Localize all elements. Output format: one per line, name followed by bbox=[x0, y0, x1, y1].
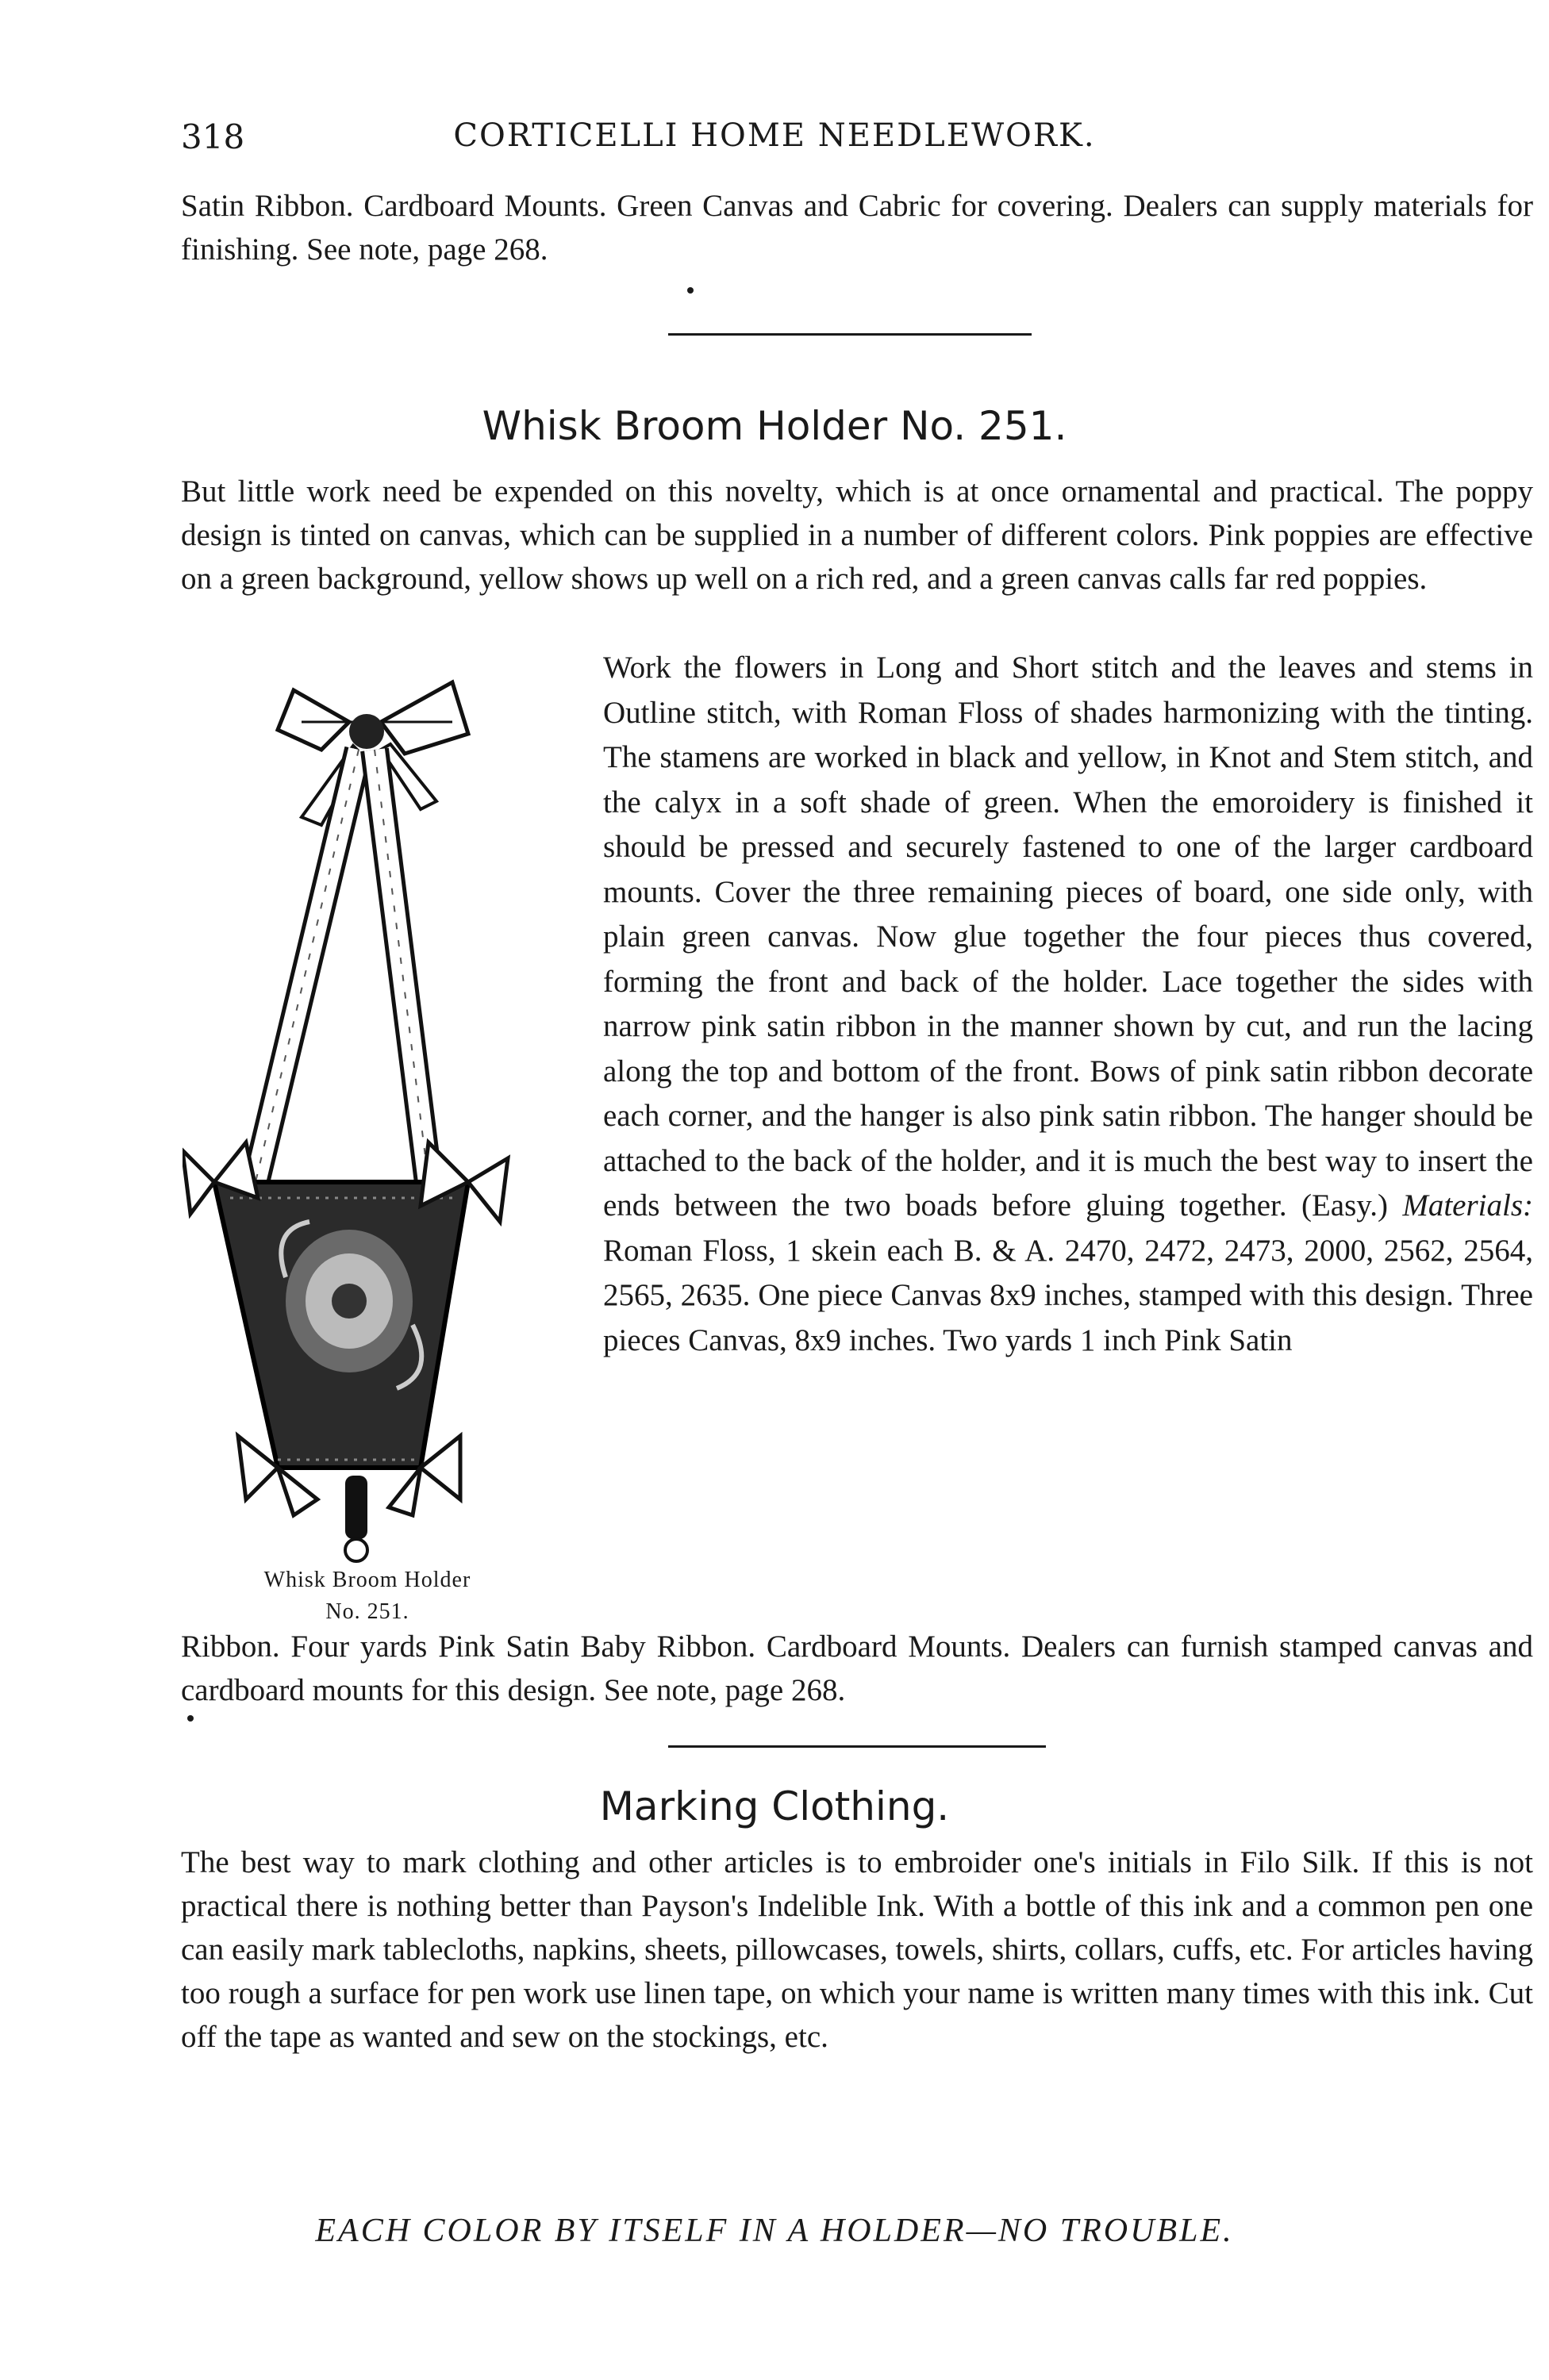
section-divider bbox=[668, 333, 1032, 336]
whisk-holder-drawing bbox=[183, 674, 579, 1571]
whisk-holder-illustration bbox=[183, 674, 579, 1571]
materials-label: Materials: bbox=[1402, 1188, 1533, 1223]
marking-section-title: Marking Clothing. bbox=[599, 1783, 950, 1829]
section-divider-2 bbox=[668, 1745, 1046, 1748]
running-head bbox=[181, 117, 1368, 165]
materials-list: Roman Floss, 1 skein each B. & A. 2470, 2472, 2473, 2000, 2562, 2564, 2565, 2635. One piece Canvas 8x9 inches, stamped with this design. Three pieces Canvas, 8x9 inches. Two yards 1 inch Pink Satin bbox=[603, 1233, 1533, 1357]
whisk-paragraph-full: But little work need be expended on this novelty, which is at once ornamental and practical. The poppy design is tinted on canvas, which can be supplied in a number of different colors. Pink poppies are effective on a green background, yellow shows up well on a rich red, and a green canvas calls far red poppies. bbox=[181, 474, 1533, 596]
whisk-paragraph-wrapped: Work the flowers in Long and Short stitch and the leaves and stems in Outline stitch, with Roman Floss of shades harmonizing with the tinting. The stamens are worked in black and yellow, in Knot and Stem stitch, and the calyx in a soft shade of green. When the emoroidery is finished it should be pressed and securely fastened to one of the larger cardboard mounts. Cover the three remaining pieces of board, one side only, with plain green canvas. Now glue together the four pieces thus covered, forming the front and back of the holder. Lace together the sides with narrow pink satin ribbon in the manner shown by cut, and run the lacing along the top and bottom of the front. Bows of pink satin ribbon decorate each corner, and the hanger is also pink satin ribbon. The hanger should be attached to the back of the holder, and it is much the best way to insert the ends between the two boads before gluing together. (Easy.) bbox=[603, 651, 1533, 1223]
stray-dot bbox=[687, 287, 694, 294]
stray-dot-2 bbox=[187, 1715, 194, 1722]
whisk-wrapped-column bbox=[603, 646, 1533, 1363]
running-title: CORTICELLI HOME NEEDLEWORK. bbox=[453, 117, 1096, 154]
figure-caption-number: No. 251. bbox=[325, 1599, 409, 1624]
page-number: 318 bbox=[181, 117, 245, 156]
figure-caption bbox=[173, 1564, 562, 1628]
whisk-section-title: Whisk Broom Holder No. 251. bbox=[482, 403, 1067, 449]
figure-caption-title: Whisk Broom Holder bbox=[263, 1568, 471, 1592]
marking-paragraph: The best way to mark clothing and other articles is to embroider one's initials in Filo Silk. If this is not practical there is nothing better than Payson's Indelible Ink. With a bottle of this ink and a common pen one can easily mark tablecloths, napkins, sheets, pillowcases, towels, shirts, collars, cuffs, etc. For articles having too rough a surface for pen work use linen tape, on which your name is written many times with this ink. Cut off the tape as wanted and sew on the stockings, etc. bbox=[181, 1845, 1533, 2054]
footer-slogan: EACH COLOR BY ITSELF IN A HOLDER—NO TROUBLE. bbox=[315, 2213, 1234, 2249]
materials-continued: Ribbon. Four yards Pink Satin Baby Ribbon. Cardboard Mounts. Dealers can furnish stamped canvas and cardboard mounts for this design. See note, page 268. bbox=[181, 1630, 1533, 1707]
intro-paragraph: Satin Ribbon. Cardboard Mounts. Green Canvas and Cabric for covering. Dealers can supply materials for finishing. See note, page 268. bbox=[181, 189, 1533, 267]
